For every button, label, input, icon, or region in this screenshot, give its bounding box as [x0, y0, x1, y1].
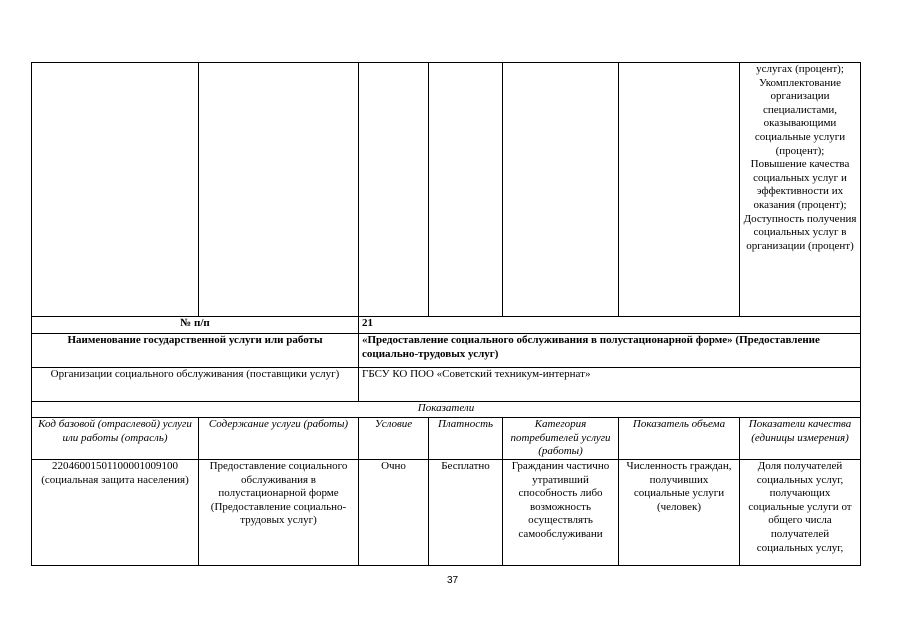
- section-title: Показатели: [32, 402, 861, 418]
- header-content: Содержание услуги (работы): [199, 418, 359, 460]
- section-row: [32, 402, 861, 418]
- provider-row: [32, 368, 861, 402]
- table-row: [32, 460, 861, 566]
- cell-payment: Бесплатно: [429, 460, 503, 566]
- cell-quality: Доля получателей социальных услуг, получающих социальные услуги от общего числа получателей социальных услуг,: [740, 460, 861, 566]
- number-value: 21: [359, 317, 861, 334]
- header-payment: Платность: [429, 418, 503, 460]
- cont-cell-payment: [429, 63, 503, 317]
- number-row: [32, 317, 861, 334]
- cell-category: Гражданин частично утративший способность либо возможность осуществлять самообслуживани: [503, 460, 619, 566]
- cell-code: 22046001501100001009100 (социальная защита населения): [32, 460, 199, 566]
- cont-cell-condition: [359, 63, 429, 317]
- header-code: Код базовой (отраслевой) услуги или работы (отрасль): [32, 418, 199, 460]
- continuation-row: [32, 63, 861, 317]
- cont-cell-category: [503, 63, 619, 317]
- service-name-row: [32, 334, 861, 368]
- cont-cell-volume: [619, 63, 740, 317]
- cell-volume: Численность граждан, получивших социальные услуги (человек): [619, 460, 740, 566]
- cont-cell-quality: услугах (процент); Укомплектование организации специалистами, оказывающими социальные услуги (процент); Повышение качества социальных услуг и эффективности их оказания (процент); Доступность получения социальных услуг в организации (процент): [740, 63, 861, 317]
- provider-label: Организации социального обслуживания (поставщики услуг): [32, 368, 359, 402]
- header-condition: Условие: [359, 418, 429, 460]
- page-number: 37: [446, 575, 459, 586]
- header-volume: Показатель объема: [619, 418, 740, 460]
- cont-cell-content: [199, 63, 359, 317]
- service-name-value: «Предоставление социального обслуживания в полустационарной форме» (Предоставление социально-трудовых услуг): [359, 334, 861, 368]
- header-row: [32, 418, 861, 460]
- header-quality: Показатели качества (единицы измерения): [740, 418, 861, 460]
- cell-condition: Очно: [359, 460, 429, 566]
- cont-cell-code: [32, 63, 199, 317]
- service-name-label: Наименование государственной услуги или работы: [32, 334, 359, 368]
- cell-content: Предоставление социального обслуживания в полустационарной форме (Предоставление социально-трудовых услуг): [199, 460, 359, 566]
- header-category: Категория потребителей услуги (работы): [503, 418, 619, 460]
- service-table: [31, 62, 861, 566]
- provider-value: ГБСУ КО ПОО «Советский техникум-интернат»: [359, 368, 861, 402]
- number-label: № п/п: [32, 317, 359, 334]
